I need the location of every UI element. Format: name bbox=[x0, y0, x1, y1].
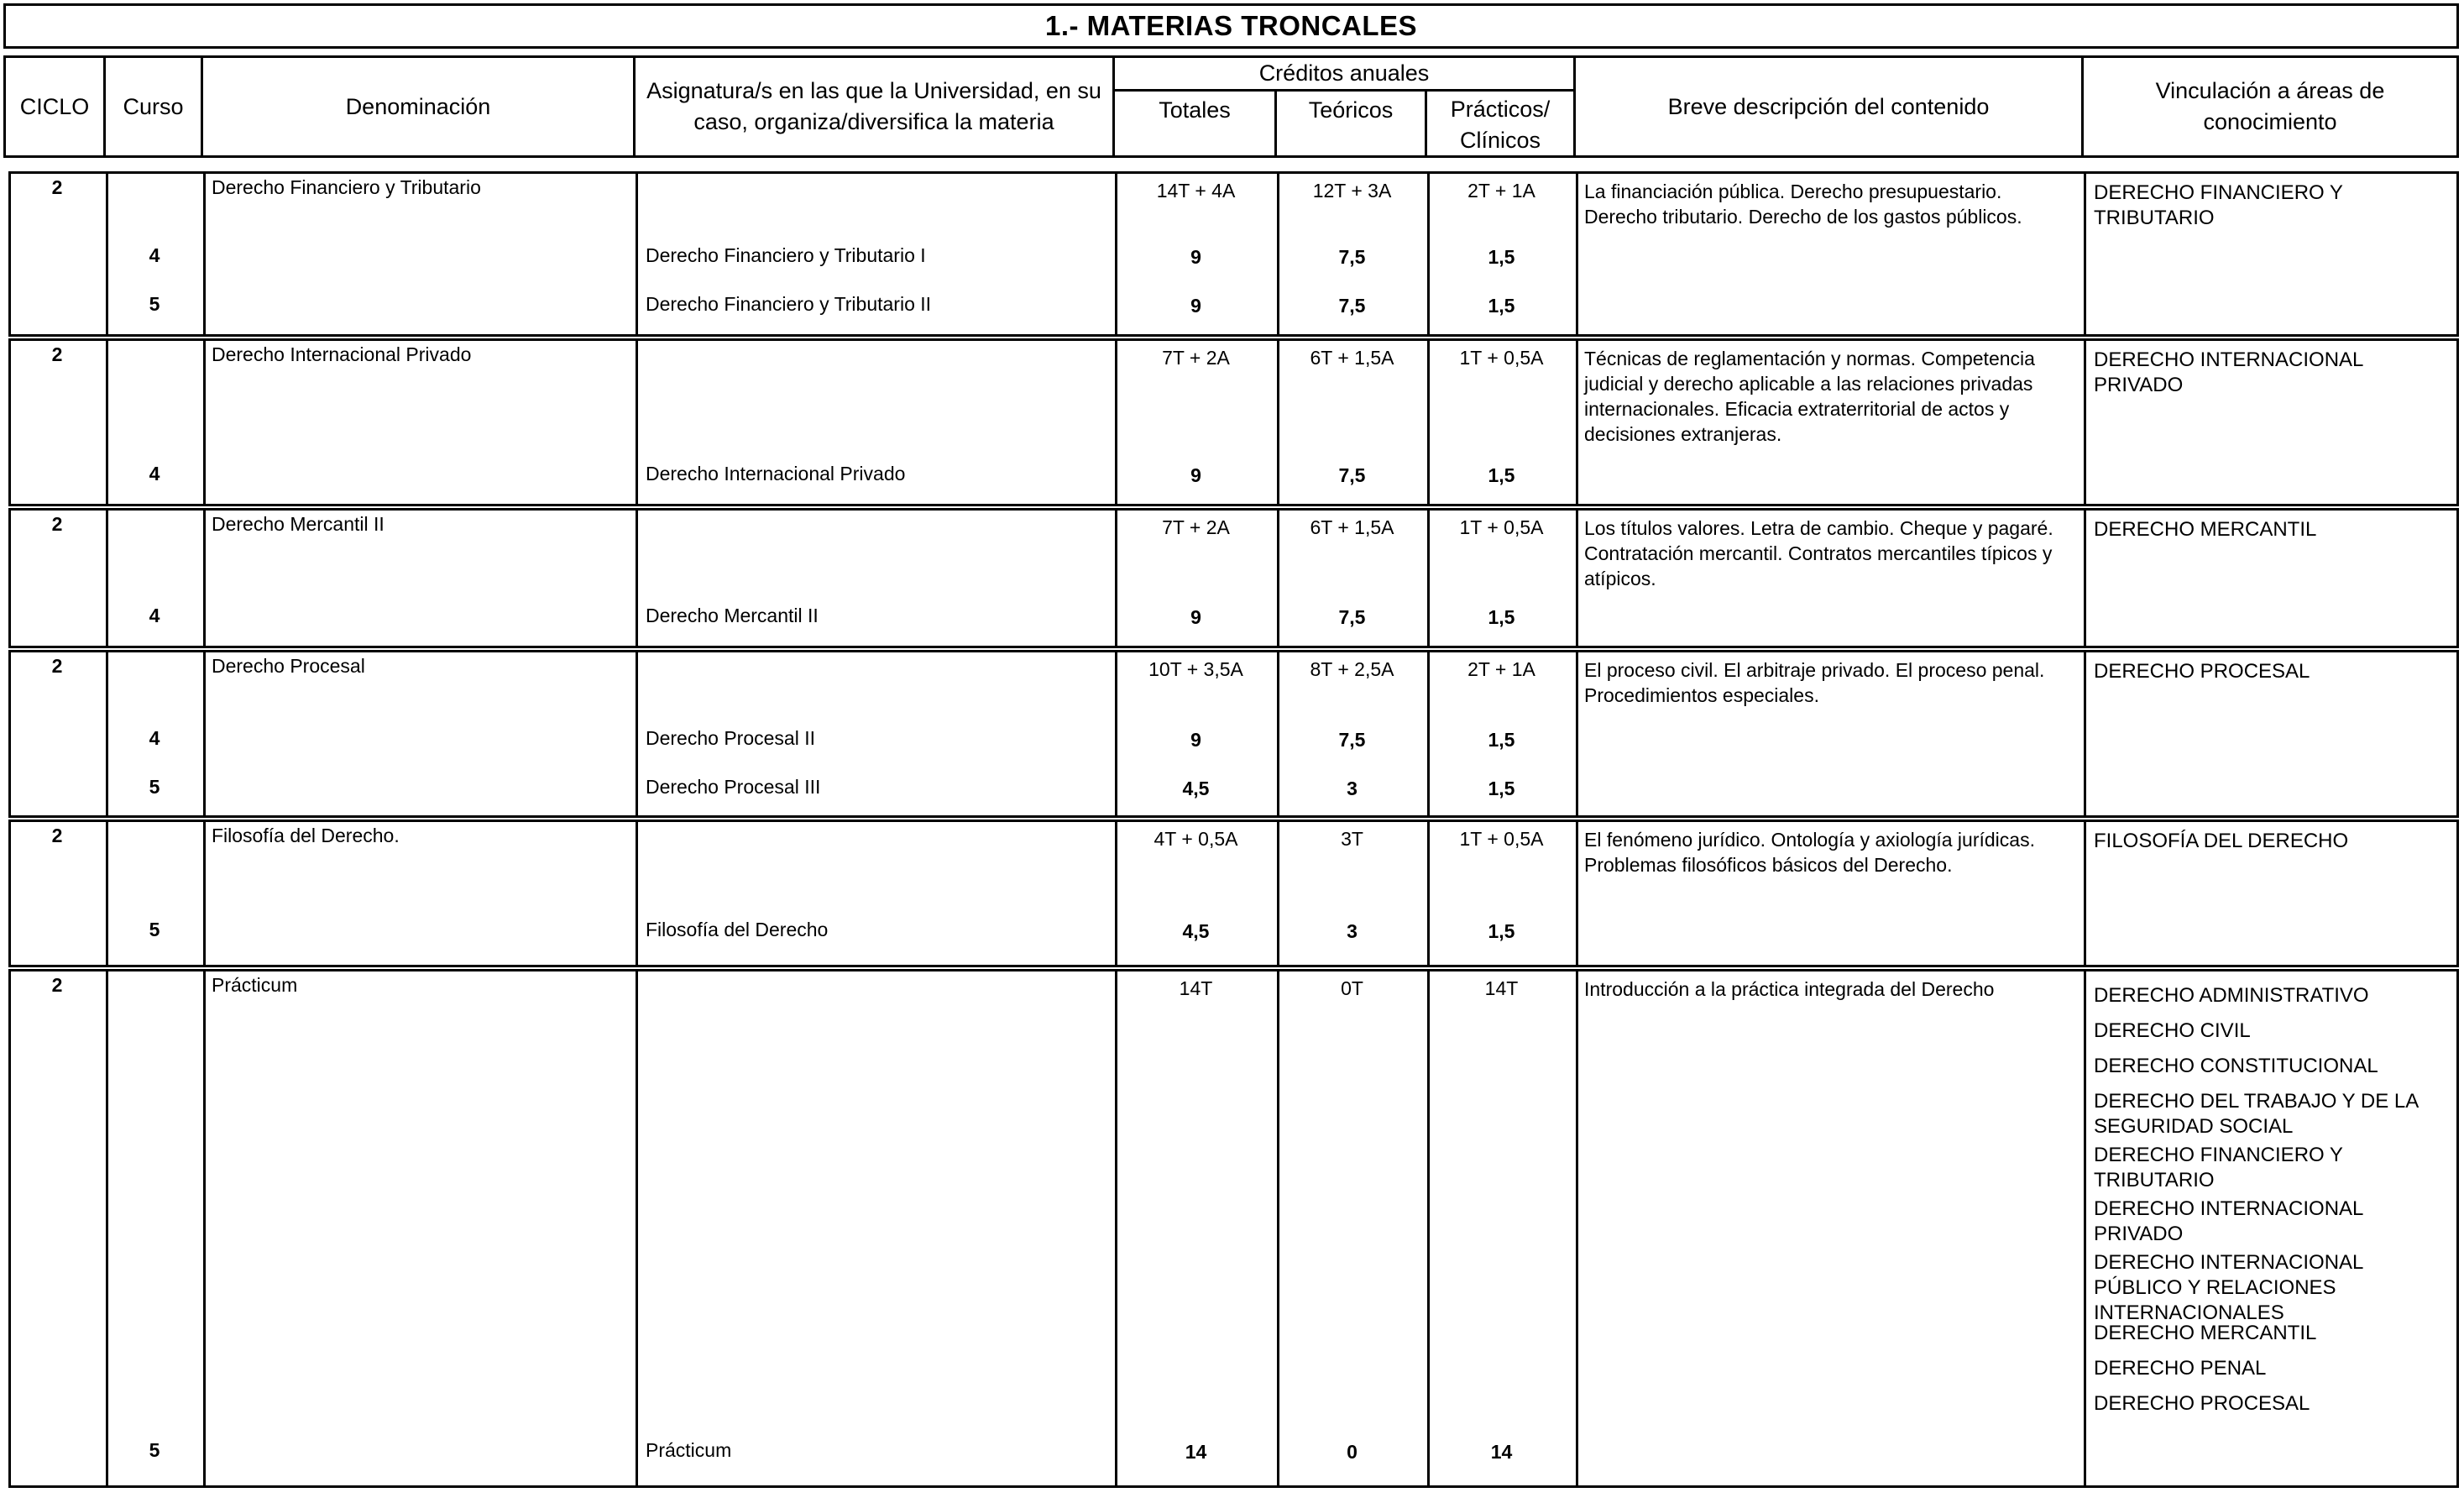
subject-practicos: 14 bbox=[1490, 1441, 1513, 1463]
divider bbox=[636, 822, 638, 965]
curso-value: 5 bbox=[149, 776, 160, 798]
area-conocimiento: DERECHO INTERNACIONAL PRIVADO bbox=[2094, 348, 2363, 396]
asignatura-value: Derecho Financiero y Tributario II bbox=[646, 293, 932, 315]
divider bbox=[2456, 652, 2459, 815]
materia-block bbox=[8, 338, 2459, 506]
divider bbox=[2456, 971, 2459, 1485]
curso-value: 5 bbox=[149, 293, 160, 315]
divider bbox=[2084, 971, 2086, 1485]
denominacion-value: Derecho Procesal bbox=[212, 655, 365, 677]
subject-teoricos: 3 bbox=[1347, 920, 1358, 942]
asignatura-value: Derecho Procesal II bbox=[646, 727, 815, 749]
subject-teoricos: 0 bbox=[1347, 1441, 1358, 1463]
subject-totales: 4,5 bbox=[1182, 920, 1210, 942]
subject-teoricos: 7,5 bbox=[1338, 464, 1366, 486]
subject-teoricos: 7,5 bbox=[1338, 246, 1366, 268]
divider bbox=[2456, 341, 2459, 504]
teoricos-value: 6T + 1,5A bbox=[1310, 516, 1394, 538]
curso-value: 4 bbox=[149, 244, 160, 266]
header-asignatura: Asignatura/s en las que la Universidad, en su caso, organiza/diversifica la materia bbox=[646, 78, 1101, 134]
descripcion-value: El fenómeno jurídico. Ontología y axiología jurídicas. Problemas filosóficos básicos del Derecho. bbox=[1584, 829, 2035, 876]
curso-value: 4 bbox=[149, 463, 160, 484]
subject-totales: 9 bbox=[1190, 246, 1201, 268]
subject-practicos: 1,5 bbox=[1488, 295, 1515, 317]
practicos-value: 14T bbox=[1484, 977, 1519, 999]
divider bbox=[203, 652, 206, 815]
descripcion-value: El proceso civil. El arbitraje privado. El proceso penal. Procedimientos especiales. bbox=[1584, 659, 2045, 706]
divider bbox=[201, 58, 203, 155]
totales-value: 4T + 0,5A bbox=[1154, 828, 1238, 850]
area-conocimiento: FILOSOFÍA DEL DERECHO bbox=[2094, 830, 2349, 852]
totales-value: 14T + 4A bbox=[1156, 180, 1236, 202]
area-conocimiento: DERECHO FINANCIERO Y TRIBUTARIO bbox=[2094, 181, 2343, 229]
ciclo-value: 2 bbox=[51, 655, 63, 677]
header-creditos: Créditos anuales bbox=[1258, 60, 1430, 86]
curso-value: 5 bbox=[149, 1439, 160, 1461]
area-conocimiento: DERECHO PENAL bbox=[2094, 1357, 2267, 1380]
practicos-value: 2T + 1A bbox=[1467, 180, 1535, 202]
totales-value: 7T + 2A bbox=[1162, 347, 1230, 369]
subject-teoricos: 7,5 bbox=[1338, 606, 1366, 628]
divider bbox=[203, 971, 206, 1485]
totales-value: 14T bbox=[1179, 977, 1213, 999]
ciclo-value: 2 bbox=[51, 343, 63, 365]
denominacion-value: Derecho Internacional Privado bbox=[212, 343, 472, 365]
asignatura-value: Derecho Financiero y Tributario I bbox=[646, 244, 926, 266]
ciclo-value: 2 bbox=[51, 513, 63, 535]
materia-block bbox=[8, 820, 2459, 967]
divider bbox=[1427, 971, 1430, 1485]
practicos-value: 1T + 0,5A bbox=[1459, 828, 1544, 850]
materia-block bbox=[8, 171, 2459, 337]
curso-value: 4 bbox=[149, 727, 160, 749]
divider bbox=[636, 174, 638, 334]
divider bbox=[2084, 652, 2086, 815]
teoricos-value: 0T bbox=[1341, 977, 1363, 999]
header-teoricos: Teóricos bbox=[1308, 97, 1394, 123]
area-conocimiento: DERECHO INTERNACIONAL PÚBLICO Y RELACIONES INTERNACIONALES bbox=[2094, 1251, 2363, 1324]
area-conocimiento: DERECHO DEL TRABAJO Y DE LA SEGURIDAD SOCIAL bbox=[2094, 1090, 2418, 1138]
subject-practicos: 1,5 bbox=[1488, 464, 1515, 486]
header-curso: Curso bbox=[123, 93, 184, 119]
ciclo-value: 2 bbox=[51, 825, 63, 846]
header-ciclo: CICLO bbox=[19, 93, 90, 119]
divider bbox=[1576, 971, 1578, 1485]
subject-practicos: 1,5 bbox=[1488, 246, 1515, 268]
asignatura-value: Derecho Procesal III bbox=[646, 776, 821, 798]
descripcion-value: Introducción a la práctica integrada del Derecho bbox=[1584, 978, 1995, 1000]
curso-value: 5 bbox=[149, 919, 160, 940]
divider bbox=[203, 341, 206, 504]
area-conocimiento: DERECHO CIVIL bbox=[2094, 1019, 2251, 1042]
divider bbox=[8, 971, 11, 1485]
divider bbox=[2456, 174, 2459, 334]
subject-totales: 14 bbox=[1185, 1441, 1207, 1463]
area-conocimiento: DERECHO INTERNACIONAL PRIVADO bbox=[2094, 1197, 2363, 1245]
asignatura-value: Derecho Internacional Privado bbox=[646, 463, 906, 484]
asignatura-value: Derecho Mercantil II bbox=[646, 605, 819, 626]
divider bbox=[2084, 174, 2086, 334]
divider bbox=[203, 822, 206, 965]
divider bbox=[1576, 341, 1578, 504]
divider bbox=[203, 174, 206, 334]
denominacion-value: Prácticum bbox=[212, 974, 298, 996]
divider bbox=[1274, 92, 1277, 155]
subject-totales: 9 bbox=[1190, 464, 1201, 486]
divider bbox=[633, 58, 636, 155]
asignatura-value: Filosofía del Derecho bbox=[646, 919, 829, 940]
subject-teoricos: 7,5 bbox=[1338, 729, 1366, 751]
divider bbox=[106, 971, 108, 1485]
divider bbox=[103, 58, 106, 155]
divider bbox=[1112, 58, 1115, 155]
divider bbox=[106, 822, 108, 965]
divider bbox=[2084, 822, 2086, 965]
divider bbox=[2084, 341, 2086, 504]
table-header bbox=[3, 55, 2459, 158]
materia-block bbox=[8, 969, 2459, 1488]
divider bbox=[1277, 971, 1279, 1485]
divider bbox=[1115, 971, 1117, 1485]
curso-value: 4 bbox=[149, 605, 160, 626]
ciclo-value: 2 bbox=[51, 176, 63, 198]
denominacion-value: Derecho Mercantil II bbox=[212, 513, 385, 535]
area-conocimiento: DERECHO PROCESAL bbox=[2094, 1392, 2310, 1415]
subject-practicos: 1,5 bbox=[1488, 778, 1515, 799]
header-denominacion: Denominación bbox=[345, 93, 491, 119]
divider bbox=[636, 341, 638, 504]
subject-totales: 9 bbox=[1190, 295, 1201, 317]
divider bbox=[203, 511, 206, 646]
area-conocimiento: DERECHO FINANCIERO Y TRIBUTARIO bbox=[2094, 1144, 2343, 1191]
divider bbox=[636, 971, 638, 1485]
denominacion-value: Derecho Financiero y Tributario bbox=[212, 176, 481, 198]
area-conocimiento: DERECHO CONSTITUCIONAL bbox=[2094, 1055, 2378, 1077]
divider bbox=[1573, 58, 1576, 155]
descripcion-value: Técnicas de reglamentación y normas. Competencia judicial y derecho aplicable a las relaciones privadas internacionales. Eficacia extraterritorial de actos y decisiones extranjeras. bbox=[1584, 348, 2035, 445]
header-totales: Totales bbox=[1159, 97, 1231, 123]
divider bbox=[636, 652, 638, 815]
teoricos-value: 3T bbox=[1341, 828, 1363, 850]
teoricos-value: 12T + 3A bbox=[1312, 180, 1392, 202]
divider bbox=[1576, 822, 1578, 965]
divider bbox=[1576, 174, 1578, 334]
divider bbox=[1576, 511, 1578, 646]
divider bbox=[1576, 652, 1578, 815]
header-practicos: Prácticos/ Clínicos bbox=[1450, 97, 1551, 153]
totales-value: 10T + 3,5A bbox=[1148, 658, 1243, 680]
denominacion-value: Filosofía del Derecho. bbox=[212, 825, 400, 846]
practicos-value: 1T + 0,5A bbox=[1459, 347, 1544, 369]
materia-block bbox=[8, 650, 2459, 818]
area-conocimiento: DERECHO MERCANTIL bbox=[2094, 1322, 2317, 1344]
ciclo-value: 2 bbox=[51, 974, 63, 996]
asignatura-value: Prácticum bbox=[646, 1439, 732, 1461]
subject-totales: 4,5 bbox=[1182, 778, 1210, 799]
descripcion-value: La financiación pública. Derecho presupuestario. Derecho tributario. Derecho de los gastos públicos. bbox=[1584, 181, 2022, 228]
subject-practicos: 1,5 bbox=[1488, 920, 1515, 942]
header-vinculacion: Vinculación a áreas de conocimiento bbox=[2155, 78, 2385, 134]
totales-value: 7T + 2A bbox=[1162, 516, 1230, 538]
divider bbox=[636, 511, 638, 646]
descripcion-value: Los títulos valores. Letra de cambio. Cheque y pagaré. Contratación mercantil. Contratos mercantiles típicos y atípicos. bbox=[1584, 517, 2053, 589]
area-conocimiento: DERECHO ADMINISTRATIVO bbox=[2094, 984, 2369, 1007]
divider bbox=[2081, 58, 2084, 155]
subject-totales: 9 bbox=[1190, 729, 1201, 751]
teoricos-value: 6T + 1,5A bbox=[1310, 347, 1394, 369]
area-conocimiento: DERECHO PROCESAL bbox=[2094, 660, 2310, 683]
subject-practicos: 1,5 bbox=[1488, 606, 1515, 628]
divider bbox=[1112, 89, 1576, 92]
area-conocimiento: DERECHO MERCANTIL bbox=[2094, 518, 2317, 541]
document-title: 1.- MATERIAS TRONCALES bbox=[3, 3, 2459, 49]
header-descripcion: Breve descripción del contenido bbox=[1667, 93, 1990, 119]
practicos-value: 1T + 0,5A bbox=[1459, 516, 1544, 538]
divider bbox=[2456, 822, 2459, 965]
subject-practicos: 1,5 bbox=[1488, 729, 1515, 751]
divider bbox=[2456, 511, 2459, 646]
subject-teoricos: 3 bbox=[1347, 778, 1358, 799]
subject-totales: 9 bbox=[1190, 606, 1201, 628]
subject-teoricos: 7,5 bbox=[1338, 295, 1366, 317]
practicos-value: 2T + 1A bbox=[1467, 658, 1535, 680]
teoricos-value: 8T + 2,5A bbox=[1310, 658, 1394, 680]
materia-block bbox=[8, 508, 2459, 648]
divider bbox=[2084, 511, 2086, 646]
divider bbox=[1425, 92, 1427, 155]
